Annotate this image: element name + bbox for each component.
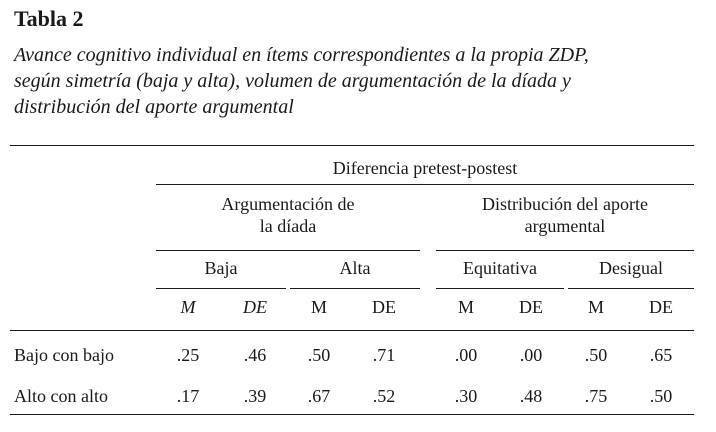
header-sub-equitativa: Equitativa [463,258,537,278]
header-group-line: Distribución del aporte [482,194,648,214]
header-rule-group1 [156,250,420,251]
table-cell: .30 [454,386,478,406]
table-cell: .50 [307,345,331,365]
header-stat-de: DE [372,297,396,317]
table-bottom-rule [10,414,694,415]
table-cell: .39 [243,386,267,406]
table-cell: .71 [372,345,396,365]
table-cell: .00 [519,345,543,365]
header-stat-m: M [587,297,604,317]
header-group-line: Argumentación de [221,194,355,214]
table-label: Tabla 2 [14,6,84,31]
table-cell: .25 [176,345,200,365]
table-cell: .48 [519,386,543,406]
table-cell: .50 [649,386,673,406]
header-rule-sub-desigual [568,288,694,289]
header-rule-sub-baja [156,288,286,289]
header-sub-desigual: Desigual [599,258,663,278]
header-rule-sub-alta [290,288,420,289]
table-cell: .00 [454,345,478,365]
header-top: Diferencia pretest-postest [332,158,518,178]
table-cell: .52 [372,386,396,406]
table-top-rule [10,145,694,146]
table-cell: .65 [649,345,673,365]
table-caption [14,42,696,120]
table-cell: .46 [243,345,267,365]
row-label: Alto con alto [14,386,108,406]
caption-line: Avance cognitivo individual en ítems correspondientes a la propia ZDP, [14,44,589,66]
row-label: Bajo con bajo [14,345,114,365]
header-rule-level1 [156,184,694,185]
table-cell: .17 [176,386,200,406]
header-stat-m: M [180,297,196,317]
header-stat-m: M [457,297,474,317]
header-group-distribucion [436,193,694,237]
caption-line: según simetría (baja y alta), volumen de argumentación de la díada y [14,70,571,92]
header-stat-de: DE [649,297,673,317]
header-stat-de: DE [519,297,543,317]
header-sub-baja: Baja [204,258,238,278]
header-rule-group2 [436,250,694,251]
table-cell: .75 [584,386,608,406]
table-cell: .67 [307,386,331,406]
header-group-line: la díada [259,216,317,236]
header-stat-m: M [310,297,327,317]
header-bottom-rule [10,330,694,331]
header-sub-alta: Alta [339,258,371,278]
header-stat-de: DE [243,297,267,317]
header-group-line: argumental [524,216,606,236]
header-rule-sub-equitativa [436,288,564,289]
table-cell: .50 [584,345,608,365]
caption-line: distribución del aporte argumental [14,96,294,118]
header-group-argumentacion [156,193,420,237]
